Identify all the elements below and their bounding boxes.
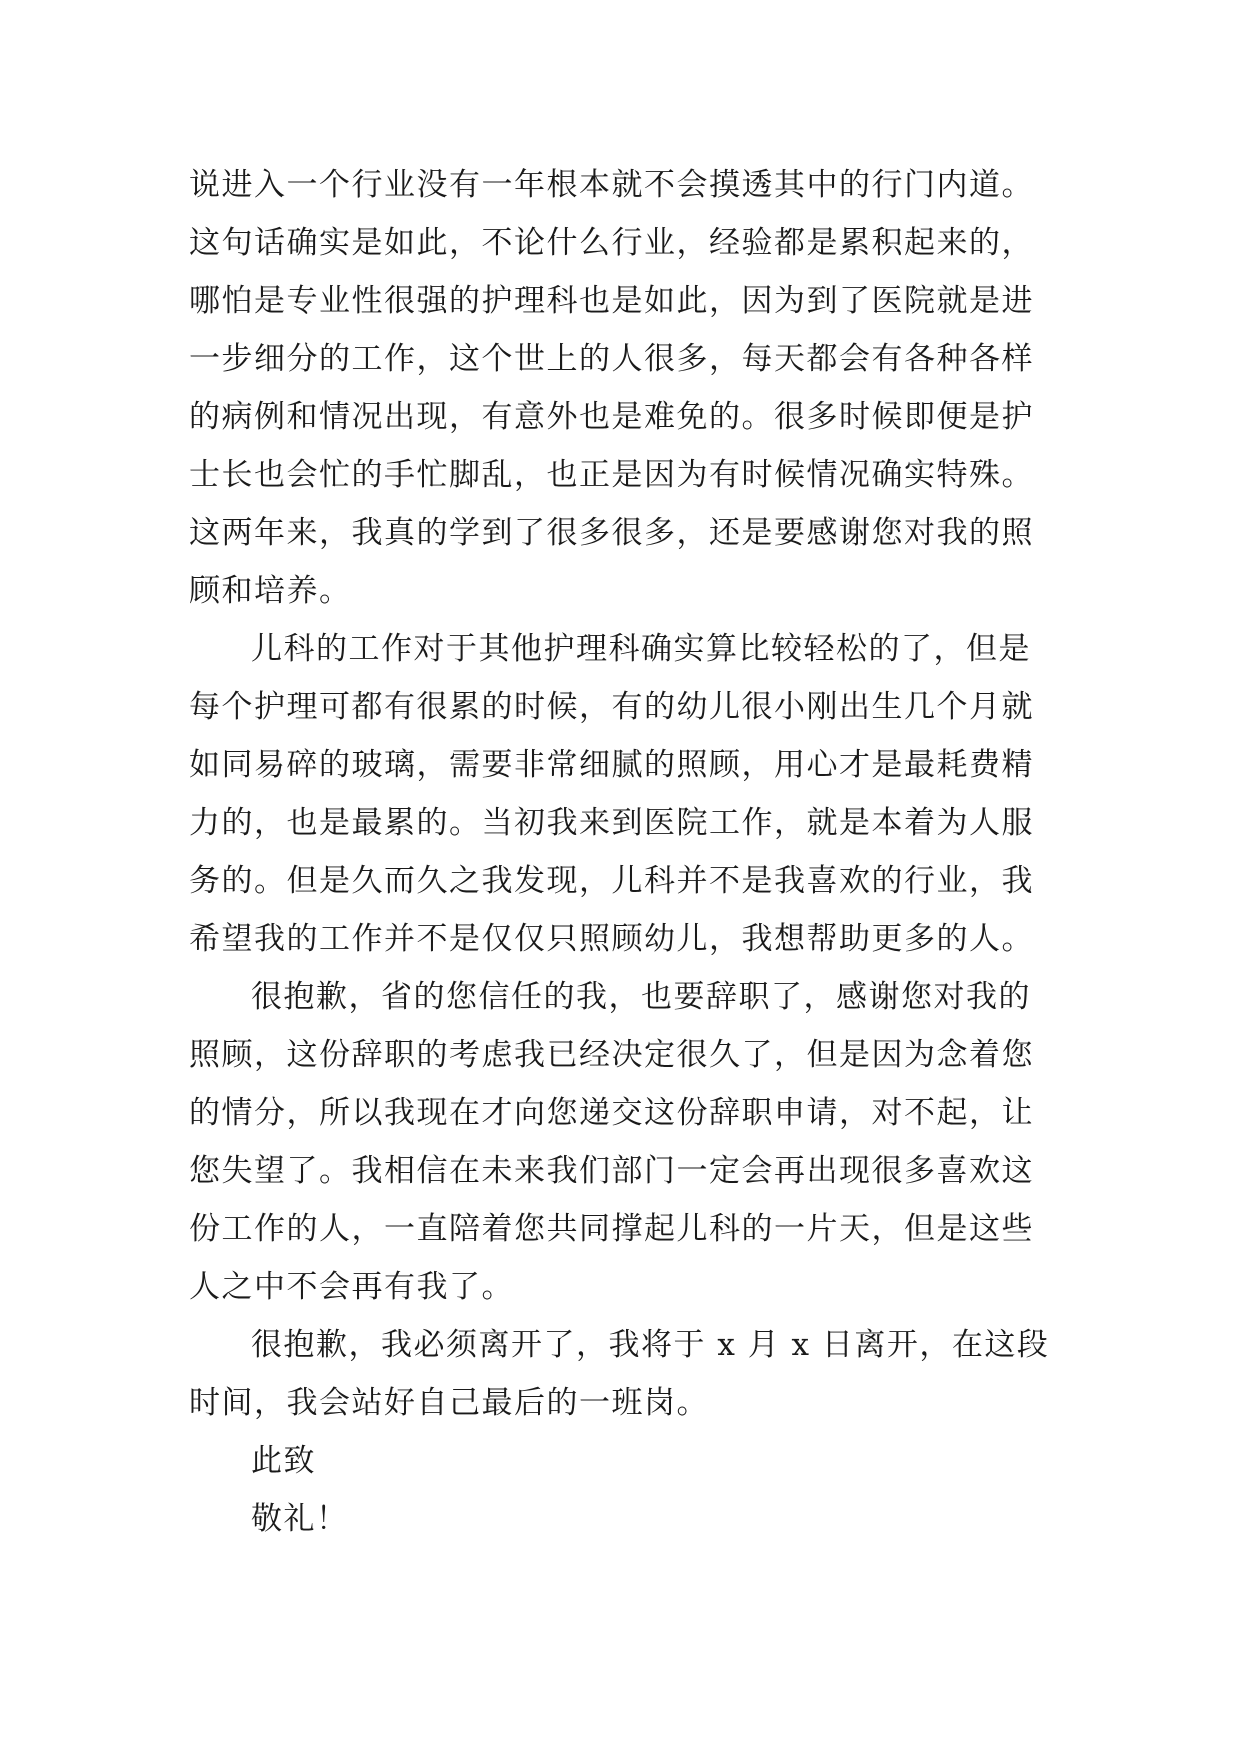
text-line: 的情分，所以我现在才向您递交这份辞职申请，对不起，让 (189, 1095, 1034, 1131)
text-line: 希望我的工作并不是仅仅只照顾幼儿，我想帮助更多的人。 (189, 921, 1034, 957)
text-line: 这句话确实是如此，不论什么行业，经验都是累积起来的， (189, 225, 1034, 261)
text-line: 很抱歉，我必须离开了，我将于 x 月 x 日离开，在这段 (251, 1327, 1050, 1363)
paragraph-3 (189, 968, 1069, 1316)
text-line: 儿科的工作对于其他护理科确实算比较轻松的了，但是 (251, 631, 1031, 667)
text-line: 人之中不会再有我了。 (189, 1269, 514, 1305)
text-line: 这两年来，我真的学到了很多很多，还是要感谢您对我的照 (189, 515, 1034, 551)
letter-body (189, 156, 1069, 1548)
closing-salutation: 此致 (251, 1443, 316, 1479)
text-line: 的病例和情况出现，有意外也是难免的。很多时候即便是护 (189, 399, 1034, 435)
text-line: 顾和培养。 (189, 573, 352, 609)
paragraph-1 (189, 156, 1069, 620)
text-line: 如同易碎的玻璃，需要非常细腻的照顾，用心才是最耗费精 (189, 747, 1034, 783)
closing-regards: 敬礼！ (251, 1501, 349, 1537)
text-line: 每个护理可都有很累的时候，有的幼儿很小刚出生几个月就 (189, 689, 1034, 725)
paragraph-4 (189, 1316, 1069, 1432)
text-line: 哪怕是专业性很强的护理科也是如此，因为到了医院就是进 (189, 283, 1034, 319)
text-line: 您失望了。我相信在未来我们部门一定会再出现很多喜欢这 (189, 1153, 1034, 1189)
text-line: 时间，我会站好自己最后的一班岗。 (189, 1385, 709, 1421)
text-line: 务的。但是久而久之我发现，儿科并不是我喜欢的行业，我 (189, 863, 1034, 899)
text-line: 很抱歉，省的您信任的我，也要辞职了，感谢您对我的 (251, 979, 1031, 1015)
text-line: 照顾，这份辞职的考虑我已经决定很久了，但是因为念着您 (189, 1037, 1034, 1073)
text-line: 份工作的人，一直陪着您共同撑起儿科的一片天，但是这些 (189, 1211, 1034, 1247)
text-line: 力的，也是最累的。当初我来到医院工作，就是本着为人服 (189, 805, 1034, 841)
paragraph-2 (189, 620, 1069, 968)
closing (189, 1432, 1069, 1548)
text-line: 一步细分的工作，这个世上的人很多，每天都会有各种各样 (189, 341, 1034, 377)
text-line: 说进入一个行业没有一年根本就不会摸透其中的行门内道。 (189, 167, 1034, 203)
text-line: 士长也会忙的手忙脚乱，也正是因为有时候情况确实特殊。 (189, 457, 1034, 493)
